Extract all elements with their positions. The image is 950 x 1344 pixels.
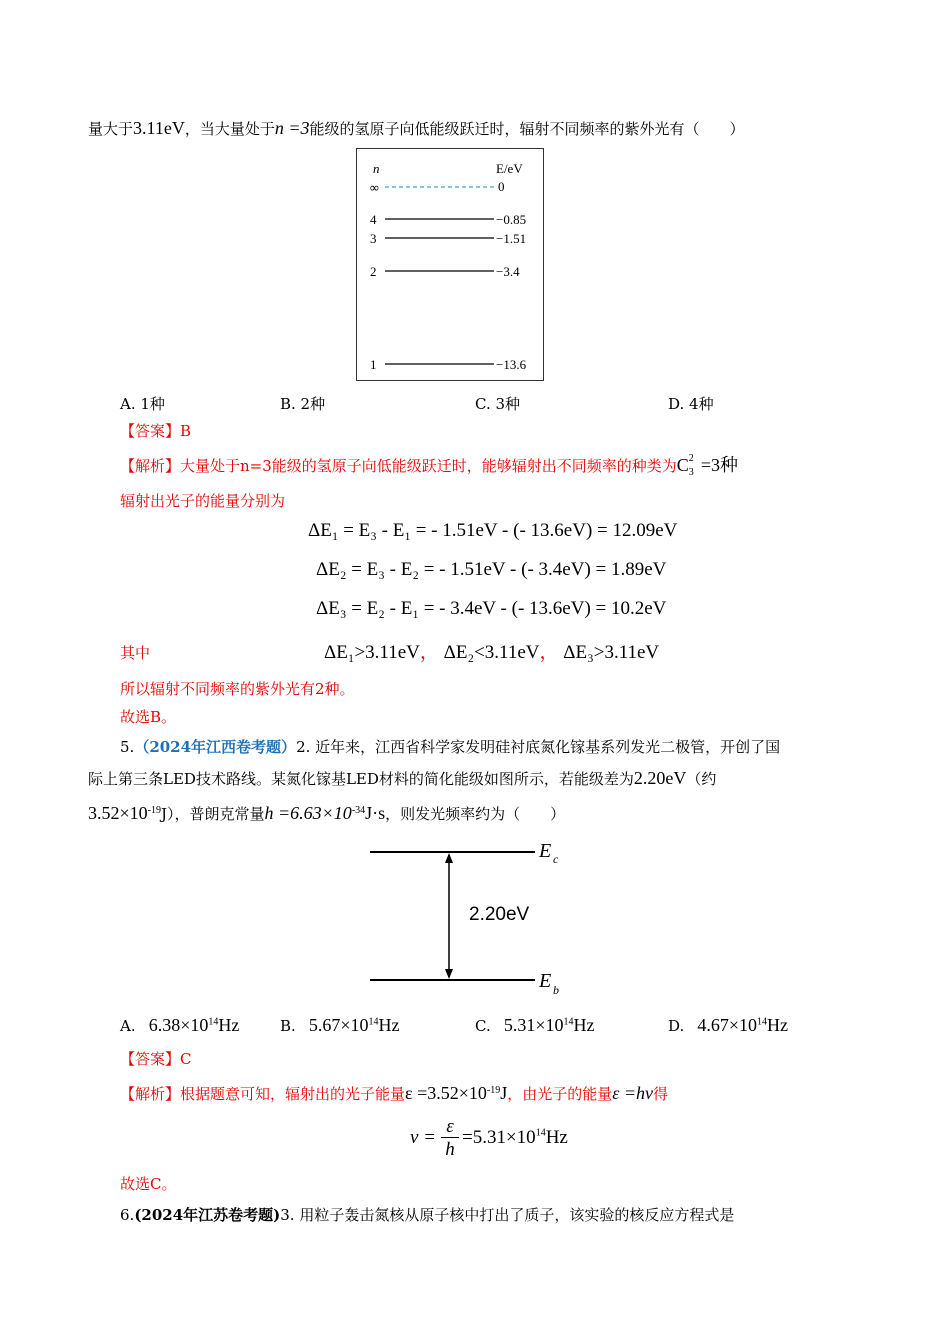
level-n-4: 4 — [370, 212, 377, 227]
analysis-text: 得 — [653, 1085, 669, 1103]
q5-option-b[interactable] — [280, 1015, 400, 1036]
q5-answer: 【答案】C — [120, 1050, 192, 1068]
q4-inequalities — [324, 637, 659, 664]
level-e-inf: 0 — [498, 179, 505, 194]
option-letter: C. — [475, 1017, 491, 1035]
q5-line1 — [120, 737, 780, 757]
exponent: 14 — [368, 1016, 379, 1028]
q4-option-c[interactable]: C. 3种 — [475, 395, 521, 413]
q5-choose: 故选C。 — [120, 1175, 177, 1193]
gap-label: 2.20eV — [469, 904, 530, 925]
q5-analysis — [120, 1081, 668, 1104]
analysis-text: 根据题意可知，辐射出的光子能量 — [180, 1085, 406, 1103]
inequality-2: ΔE₂<3.11eV — [443, 642, 540, 663]
led-diagram-svg — [365, 838, 585, 998]
q4-option-b[interactable]: B. 2种 — [280, 395, 326, 413]
stem-text: ，当大量处于 — [184, 120, 275, 138]
inequality-3: ΔE₃>3.11eV — [563, 642, 660, 663]
option-letter: A. — [120, 1017, 136, 1035]
formula-rhs: =5.31×10 — [462, 1127, 536, 1148]
question-text: 3. 用粒子轰击氮核从原子核中打出了质子，该实验的核反应方程式是 — [280, 1206, 735, 1224]
question-text: 2. 近年来，江西省科学家发明硅衬底氮化镓基系列发光二极管，开创了国 — [296, 738, 781, 756]
question-source: (2024年江苏卷考题) — [134, 1206, 281, 1224]
question-number: 6. — [120, 1206, 135, 1224]
q5-option-d[interactable] — [668, 1015, 788, 1036]
analysis-tag: 【解析】 — [120, 457, 181, 475]
option-value: 5.31×10 — [503, 1015, 564, 1035]
analysis-text: 大量处于n=3能级的氢原子向低能级跃迁时，能够辐射出不同频率的种类为 — [180, 457, 677, 475]
exponent: 14 — [563, 1016, 574, 1028]
q4-qizhong: 其中 — [120, 644, 151, 662]
q6-line1 — [120, 1205, 734, 1225]
analysis-tag: 【解析】 — [120, 1085, 181, 1103]
option-letter: B. — [280, 1017, 296, 1035]
arrow-down-head — [445, 969, 453, 979]
level-n-3: 3 — [370, 231, 377, 246]
energy-gap-value: 2.20eV — [633, 768, 687, 788]
unit: J — [500, 1083, 508, 1103]
question-text: 际上第三条LED技术路线。某氮化镓基LED材料的简化能级如图所示，若能级差为 — [88, 770, 634, 788]
inequality-1: ΔE₁>3.11eV — [324, 642, 420, 663]
eb-label: E — [539, 970, 552, 992]
q4-answer: 【答案】B — [120, 422, 192, 440]
q4-choose: 故选B。 — [120, 708, 177, 726]
stem-text: 量大于 — [88, 120, 134, 138]
question-text: （约 — [686, 770, 717, 788]
formula-numerator: ε — [446, 1116, 454, 1137]
analysis-text: ，由光子的能量 — [507, 1085, 613, 1103]
option-unit: Hz — [218, 1015, 240, 1035]
e-axis-label: E/eV — [496, 161, 523, 176]
option-unit: Hz — [378, 1015, 400, 1035]
comma: ， — [539, 642, 559, 663]
option-unit: Hz — [767, 1015, 789, 1035]
level-n-inf: ∞ — [369, 181, 380, 196]
planck-unit: J·s — [365, 803, 386, 823]
energy-level-diagram — [356, 148, 544, 381]
energy-formula: ε =hν — [612, 1083, 654, 1103]
exponent: -34 — [351, 805, 366, 816]
q4-eq2: ΔE₂ = E₃ - E₂ = - 1.51eV - (- 3.4eV) = 1.89eV — [316, 559, 667, 580]
q4-analysis — [120, 455, 738, 476]
q5-line3 — [88, 801, 565, 824]
question-source: （2024年江西卷考题） — [134, 738, 297, 756]
planck-constant: h =6.63×10 — [264, 803, 352, 823]
level-e-1: −13.6 — [496, 357, 527, 372]
question-text: J），普朗克常量 — [161, 805, 265, 823]
arrow-up-head — [445, 853, 453, 863]
led-energy-diagram — [365, 838, 585, 998]
energy-level-svg — [357, 149, 543, 380]
q4-conclusion: 所以辐射不同频率的紫外光有2种。 — [120, 680, 355, 698]
formula-lhs: ν = — [410, 1127, 437, 1148]
stem-value: 3.11eV — [133, 118, 185, 138]
exponent: 14 — [535, 1127, 546, 1139]
question-number: 5. — [120, 738, 135, 756]
option-value: 6.38×10 — [148, 1015, 209, 1035]
q4-eq1: ΔE₁ = E₃ - E₁ = - 1.51eV - (- 13.6eV) = 12.09eV — [308, 520, 678, 541]
option-value: 5.67×10 — [308, 1015, 369, 1035]
exponent: -19 — [486, 1085, 501, 1096]
stem-text: 能级的氢原子向低能级跃迁时，辐射不同频率的紫外光有（ ） — [309, 120, 745, 138]
question-text: ，则发光频率约为（ ） — [385, 805, 566, 823]
eb-sub: b — [553, 983, 559, 997]
option-unit: Hz — [573, 1015, 595, 1035]
q4-option-d[interactable]: D. 4种 — [668, 395, 714, 413]
formula-rhs-group — [462, 1127, 568, 1149]
formula-denominator: h — [445, 1139, 455, 1160]
level-n-1: 1 — [370, 357, 377, 372]
option-value: 4.67×10 — [697, 1015, 758, 1035]
level-e-4: −0.85 — [496, 212, 527, 227]
level-e-3: −1.51 — [496, 231, 527, 246]
stem-n-equals: n =3 — [274, 118, 310, 138]
q4-eq3: ΔE₃ = E₂ - E₁ = - 3.4eV - (- 13.6eV) = 10.2eV — [316, 598, 667, 619]
q5-line2 — [88, 768, 716, 789]
q5-option-c[interactable] — [475, 1015, 594, 1036]
exponent: 14 — [757, 1016, 768, 1028]
exponent: -19 — [147, 805, 161, 816]
fraction-bar — [441, 1137, 459, 1138]
exponent: 14 — [208, 1016, 219, 1028]
level-n-2: 2 — [370, 264, 377, 279]
combination-result: =3种 — [700, 455, 738, 475]
photon-energy: ε =3.52×10 — [405, 1083, 487, 1103]
ec-sub: c — [553, 852, 559, 866]
level-e-2: −3.4 — [496, 264, 520, 279]
q4-line2: 辐射出光子的能量分别为 — [120, 492, 286, 510]
formula-unit: Hz — [545, 1127, 568, 1148]
q4-stem-line — [88, 118, 745, 139]
q5-option-a[interactable] — [120, 1015, 239, 1036]
combination-symbol: C 2 3 — [676, 453, 694, 478]
energy-joules: 3.52×10 — [88, 803, 148, 823]
comma: ， — [419, 642, 439, 663]
q4-option-a[interactable]: A. 1种 — [120, 395, 165, 413]
option-letter: D. — [668, 1017, 685, 1035]
n-axis-label: n — [373, 161, 380, 176]
ec-label: E — [539, 840, 552, 862]
